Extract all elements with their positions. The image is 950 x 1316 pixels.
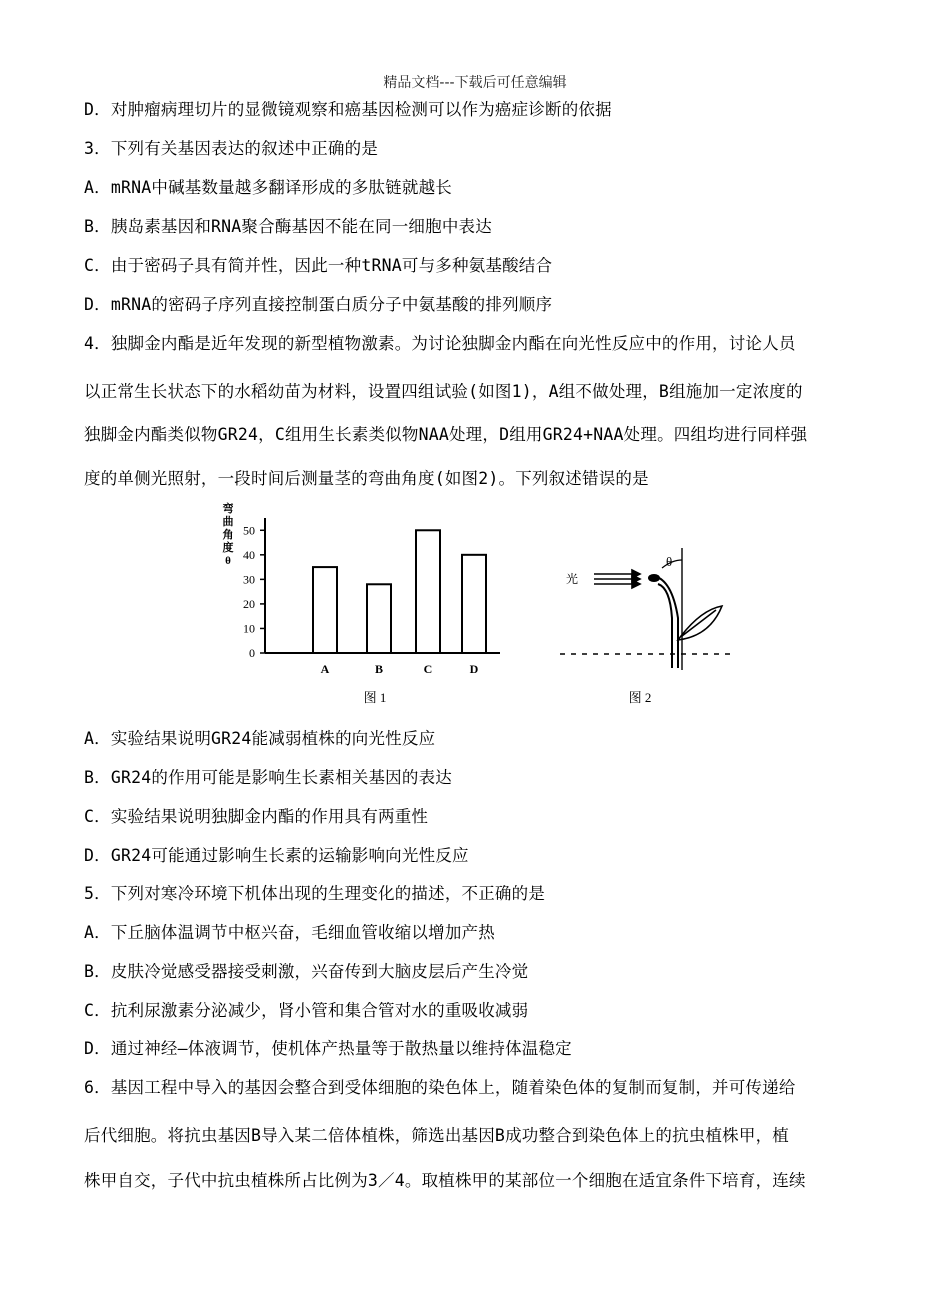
light-arrows: [594, 570, 640, 588]
y-label-char: 角: [222, 529, 234, 541]
y-tick-label: 20: [243, 596, 255, 611]
text-line-10: 度的单侧光照射，一段时间后测量茎的弯曲角度(如图2)。下列叙述错误的是: [84, 469, 649, 488]
y-label-char: 曲: [222, 516, 234, 528]
text-line-5: C．由于密码子具有简并性，因此一种tRNA可与多种氨基酸结合: [84, 256, 553, 275]
text-line-22: 株甲自交，子代中抗虫植株所占比例为3／4。取植株甲的某部位一个细胞在适宜条件下培育，连续: [84, 1171, 806, 1190]
figure-2-caption: 图 2: [628, 690, 652, 705]
bar-B: [367, 584, 391, 653]
text-line-8: 以正常生长状态下的水稻幼苗为材料，设置四组试验(如图1)，A组不做处理，B组施加一定浓度的: [84, 382, 803, 401]
text-line-14: D．GR24可能通过影响生长素的运输影响向光性反应: [84, 846, 469, 865]
figure-2-seedling-diagram: [560, 548, 740, 713]
y-tick-label: 0: [249, 646, 255, 660]
leaf: [678, 606, 722, 640]
text-line-4: B．胰岛素基因和RNA聚合酶基因不能在同一细胞中表达: [84, 217, 492, 236]
bar-A: [313, 567, 337, 653]
text-line-7: 4．独脚金内酯是近年发现的新型植物激素。为讨论独脚金内酯在向光性反应中的作用，讨论人员: [84, 334, 796, 353]
text-line-1: D．对肿瘤病理切片的显微镜观察和癌基因检测可以作为癌症诊断的依据: [84, 100, 612, 119]
text-line-3: A．mRNA中碱基数量越多翻译形成的多肽链就越长: [84, 178, 452, 197]
angle-label: θ: [666, 554, 673, 569]
text-line-19: D．通过神经—体液调节，使机体产热量等于散热量以维持体温稳定: [84, 1039, 572, 1058]
y-tick-label: 40: [243, 547, 255, 562]
x-tick-label: D: [469, 662, 479, 676]
text-line-18: C．抗利尿激素分泌减少，肾小管和集合管对水的重吸收减弱: [84, 1001, 529, 1020]
text-line-9: 独脚金内酯类似物GR24，C组用生长素类似物NAA处理，D组用GR24+NAA处理。四组均进行同样强: [84, 425, 808, 444]
y-label-char: 度: [222, 542, 234, 554]
text-line-11: A．实验结果说明GR24能减弱植株的向光性反应: [84, 729, 436, 748]
light-label: 光: [566, 572, 579, 586]
bar-D: [462, 555, 486, 653]
stem-tip: [648, 574, 660, 582]
y-axis-label: [223, 501, 234, 567]
y-tick-label: 10: [243, 621, 255, 636]
text-line-13: C．实验结果说明独脚金内酯的作用具有两重性: [84, 807, 429, 826]
text-line-12: B．GR24的作用可能是影响生长素相关基因的表达: [84, 768, 452, 787]
text-line-21: 后代细胞。将抗虫基因B导入某二倍体植株，筛选出基因B成功整合到染色体上的抗虫植株甲，植: [84, 1126, 789, 1145]
bar-C: [416, 530, 440, 653]
text-line-15: 5．下列对寒冷环境下机体出现的生理变化的描述，不正确的是: [84, 884, 546, 903]
text-line-6: D．mRNA的密码子序列直接控制蛋白质分子中氨基酸的排列顺序: [84, 295, 553, 314]
figure-1-bar-chart: [210, 498, 510, 713]
page-header: 精品文档---下载后可任意编辑: [383, 75, 567, 91]
y-label-char: 弯: [222, 503, 234, 515]
x-tick-label: B: [374, 662, 384, 676]
x-tick-label: A: [320, 662, 330, 676]
y-tick-label: 30: [243, 572, 255, 587]
figure-1-caption: 图 1: [363, 690, 387, 705]
y-label-char: θ: [225, 555, 231, 567]
text-line-17: B．皮肤冷觉感受器接受刺激，兴奋传到大脑皮层后产生冷觉: [84, 962, 529, 981]
text-line-16: A．下丘脑体温调节中枢兴奋，毛细血管收缩以增加产热: [84, 923, 495, 942]
text-line-2: 3．下列有关基因表达的叙述中正确的是: [84, 139, 379, 158]
y-tick-label: 50: [243, 523, 255, 538]
x-tick-label: C: [423, 662, 433, 676]
text-line-20: 6．基因工程中导入的基因会整合到受体细胞的染色体上，随着染色体的复制而复制，并可传递给: [84, 1078, 796, 1097]
